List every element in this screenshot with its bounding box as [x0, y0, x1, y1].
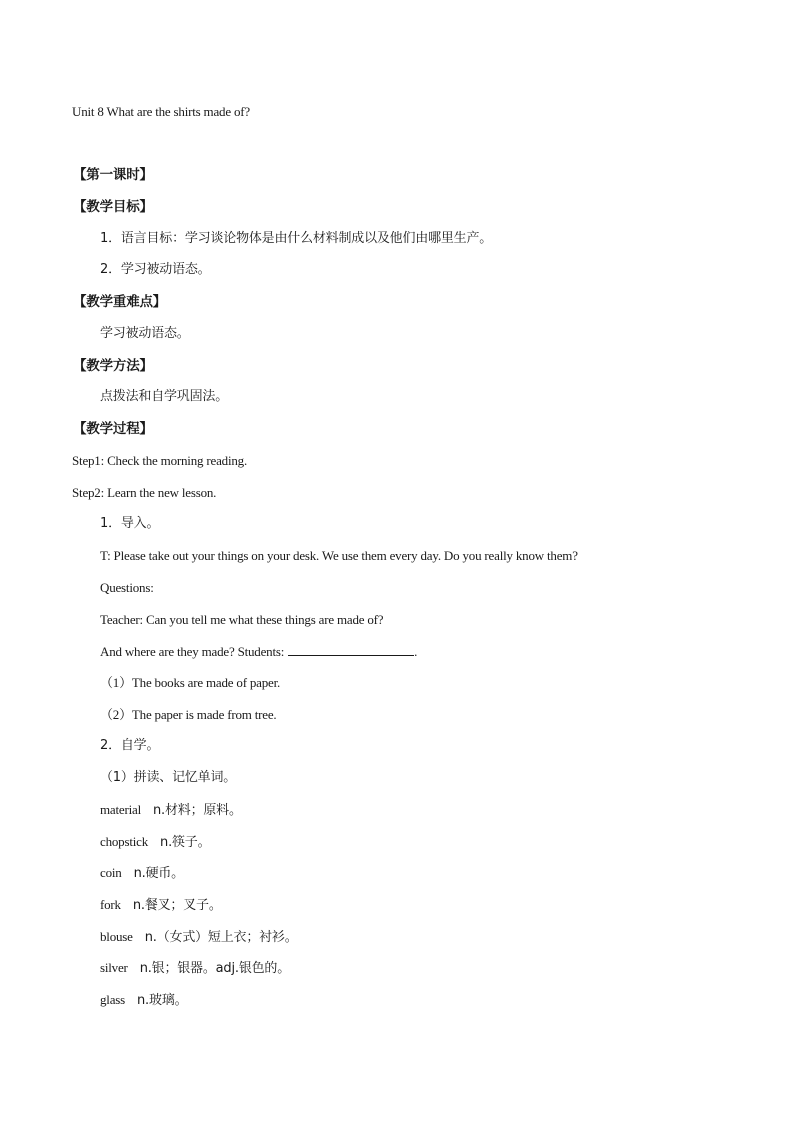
objective-item: 2．学习被动语态。 — [100, 262, 211, 277]
vocab-meaning: n.筷子。 — [160, 835, 211, 850]
answer-item: （1）The books are made of paper. — [100, 675, 281, 690]
vocab-meaning: n.硬币。 — [133, 866, 184, 881]
lesson-heading: 【第一课时】 — [73, 167, 153, 183]
vocab-word: material — [100, 802, 141, 817]
vocab-item — [100, 865, 184, 882]
vocab-meaning: n.玻璃。 — [137, 993, 188, 1008]
teacher-line: T: Please take out your things on your desk. We use them every day. Do you really know them? — [100, 548, 578, 563]
vocab-meaning: n.银；银器。adj.银色的。 — [139, 961, 291, 976]
step1-text: Step1: Check the morning reading. — [72, 453, 248, 468]
answer-blank — [288, 643, 414, 656]
answer-item: （2）The paper is made from tree. — [100, 707, 277, 722]
self-study-heading: 2．自学。 — [100, 738, 160, 753]
intro-heading: 1．导入。 — [100, 516, 160, 531]
where-question-line — [100, 643, 417, 660]
method-text: 点拨法和自学巩固法。 — [100, 389, 229, 404]
vocab-meaning: n.餐叉；叉子。 — [132, 898, 222, 913]
method-heading: 【教学方法】 — [73, 358, 153, 374]
vocab-item — [100, 897, 222, 914]
key-points-heading: 【教学重难点】 — [73, 294, 167, 310]
vocab-word: fork — [100, 897, 121, 912]
vocab-item — [100, 960, 290, 977]
vocab-word: silver — [100, 960, 128, 975]
vocab-word: glass — [100, 992, 126, 1007]
vocab-item — [100, 834, 210, 851]
teacher-question: Teacher: Can you tell me what these things are made of? — [100, 612, 384, 627]
vocab-item — [100, 802, 242, 819]
step2-text: Step2: Learn the new lesson. — [72, 485, 217, 500]
process-heading: 【教学过程】 — [73, 421, 153, 437]
key-points-text: 学习被动语态。 — [100, 326, 190, 341]
vocab-word: chopstick — [100, 834, 149, 849]
vocab-word: blouse — [100, 929, 133, 944]
vocab-meaning: n.（女式）短上衣；衬衫。 — [144, 930, 298, 945]
spell-heading: （1）拼读、记忆单词。 — [100, 770, 237, 785]
questions-label: Questions: — [100, 580, 154, 595]
where-question: And where are they made? Students: — [100, 644, 285, 659]
vocab-item — [100, 929, 298, 946]
document-title: Unit 8 What are the shirts made of? — [72, 104, 250, 119]
where-question-end: . — [414, 644, 418, 659]
objectives-heading: 【教学目标】 — [73, 199, 153, 215]
vocab-item — [100, 992, 187, 1009]
objective-item: 1．语言目标：学习谈论物体是由什么材料制成以及他们由哪里生产。 — [100, 231, 493, 246]
vocab-word: coin — [100, 865, 122, 880]
vocab-meaning: n.材料；原料。 — [153, 803, 242, 818]
